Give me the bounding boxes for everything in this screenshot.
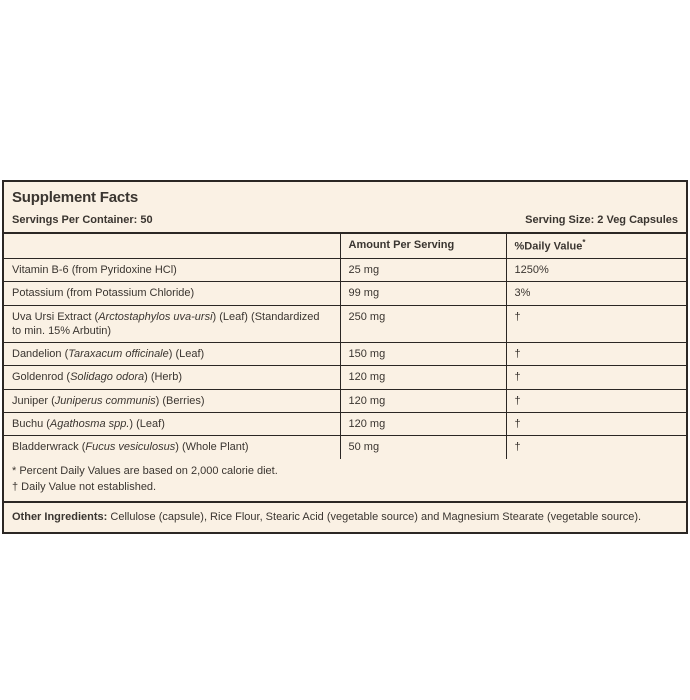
supplement-facts-panel xyxy=(2,180,688,534)
daily-value-cell: 1250% xyxy=(506,258,686,281)
table-row xyxy=(4,305,686,343)
daily-value-cell: † xyxy=(506,366,686,389)
serving-info-row xyxy=(4,206,686,234)
ingredient-text: ) (Leaf) (Standardized to min. 15% Arbutin) xyxy=(12,310,320,337)
ingredient-text: ) (Whole Plant) xyxy=(175,441,249,454)
ingredient-text: ) (Leaf) xyxy=(129,418,165,431)
table-row xyxy=(4,258,686,281)
ingredient-name-cell xyxy=(4,343,340,366)
daily-value-cell: † xyxy=(506,305,686,343)
ingredient-text: ) (Berries) xyxy=(155,394,205,407)
table-row xyxy=(4,436,686,459)
daily-value-cell: † xyxy=(506,343,686,366)
table-row xyxy=(4,413,686,436)
other-ingredients-text: Cellulose (capsule), Rice Flour, Stearic Acid (vegetable source) and Magnesium Stearate (vegetable source). xyxy=(107,510,642,523)
amount-cell: 250 mg xyxy=(340,305,506,343)
ingredient-text: Dandelion ( xyxy=(12,348,69,361)
header-daily-value-label: %Daily Value xyxy=(514,240,583,253)
ingredient-name-cell xyxy=(4,282,340,305)
header-amount-label: Amount Per Serving xyxy=(348,239,455,251)
table-row xyxy=(4,366,686,389)
ingredient-name-cell xyxy=(4,413,340,436)
ingredient-text: Vitamin B-6 (from Pyridoxine HCl) xyxy=(12,263,177,276)
header-daily-value-asterisk: * xyxy=(582,238,586,247)
scientific-name: Solidago odora xyxy=(70,371,145,384)
ingredient-name-cell xyxy=(4,366,340,389)
table-body xyxy=(4,258,686,458)
amount-cell: 120 mg xyxy=(340,389,506,412)
other-ingredients-row xyxy=(4,503,686,532)
panel-title: Supplement Facts xyxy=(12,189,138,206)
scientific-name: Arctostaphylos uva-ursi xyxy=(98,310,213,323)
ingredient-text: Potassium (from Potassium Chloride) xyxy=(12,287,195,300)
daily-value-cell: † xyxy=(506,436,686,459)
ingredient-text: Buchu ( xyxy=(12,418,50,431)
footnotes xyxy=(4,459,686,503)
other-ingredients-label: Other Ingredients: xyxy=(12,510,108,523)
table-header-row xyxy=(4,234,686,258)
amount-cell: 99 mg xyxy=(340,282,506,305)
header-amount xyxy=(340,234,506,258)
header-ingredient xyxy=(4,234,340,258)
scientific-name: Juniperus communis xyxy=(54,394,156,407)
ingredient-text: Uva Ursi Extract ( xyxy=(12,310,99,323)
amount-cell: 50 mg xyxy=(340,436,506,459)
ingredient-text: ) (Leaf) xyxy=(168,348,205,361)
serving-size: Serving Size: 2 Veg Capsules xyxy=(525,214,678,226)
ingredient-text: Bladderwrack ( xyxy=(12,441,86,454)
ingredient-text: Goldenrod ( xyxy=(12,371,71,384)
scientific-name: Taraxacum officinale xyxy=(68,348,169,361)
amount-cell: 120 mg xyxy=(340,413,506,436)
ingredient-name-cell xyxy=(4,258,340,281)
daily-value-cell: † xyxy=(506,389,686,412)
ingredient-name-cell xyxy=(4,305,340,343)
scientific-name: Fucus vesiculosus xyxy=(85,441,176,454)
table-row xyxy=(4,282,686,305)
ingredient-name-cell xyxy=(4,389,340,412)
footnote-daily-value-not-established: † Daily Value not established. xyxy=(12,481,157,494)
ingredient-name-cell xyxy=(4,436,340,459)
header-daily-value xyxy=(506,234,686,258)
ingredient-text: Juniper ( xyxy=(12,394,55,407)
table-row xyxy=(4,343,686,366)
amount-cell: 25 mg xyxy=(340,258,506,281)
table-row xyxy=(4,389,686,412)
ingredient-text: ) (Herb) xyxy=(144,371,182,384)
footnote-percent-daily-values: * Percent Daily Values are based on 2,000 calorie diet. xyxy=(12,464,278,477)
amount-cell: 150 mg xyxy=(340,343,506,366)
scientific-name: Agathosma spp. xyxy=(49,418,130,431)
amount-cell: 120 mg xyxy=(340,366,506,389)
facts-table xyxy=(4,234,686,459)
daily-value-cell: † xyxy=(506,413,686,436)
servings-per-container: Servings Per Container: 50 xyxy=(12,214,153,226)
daily-value-cell: 3% xyxy=(506,282,686,305)
